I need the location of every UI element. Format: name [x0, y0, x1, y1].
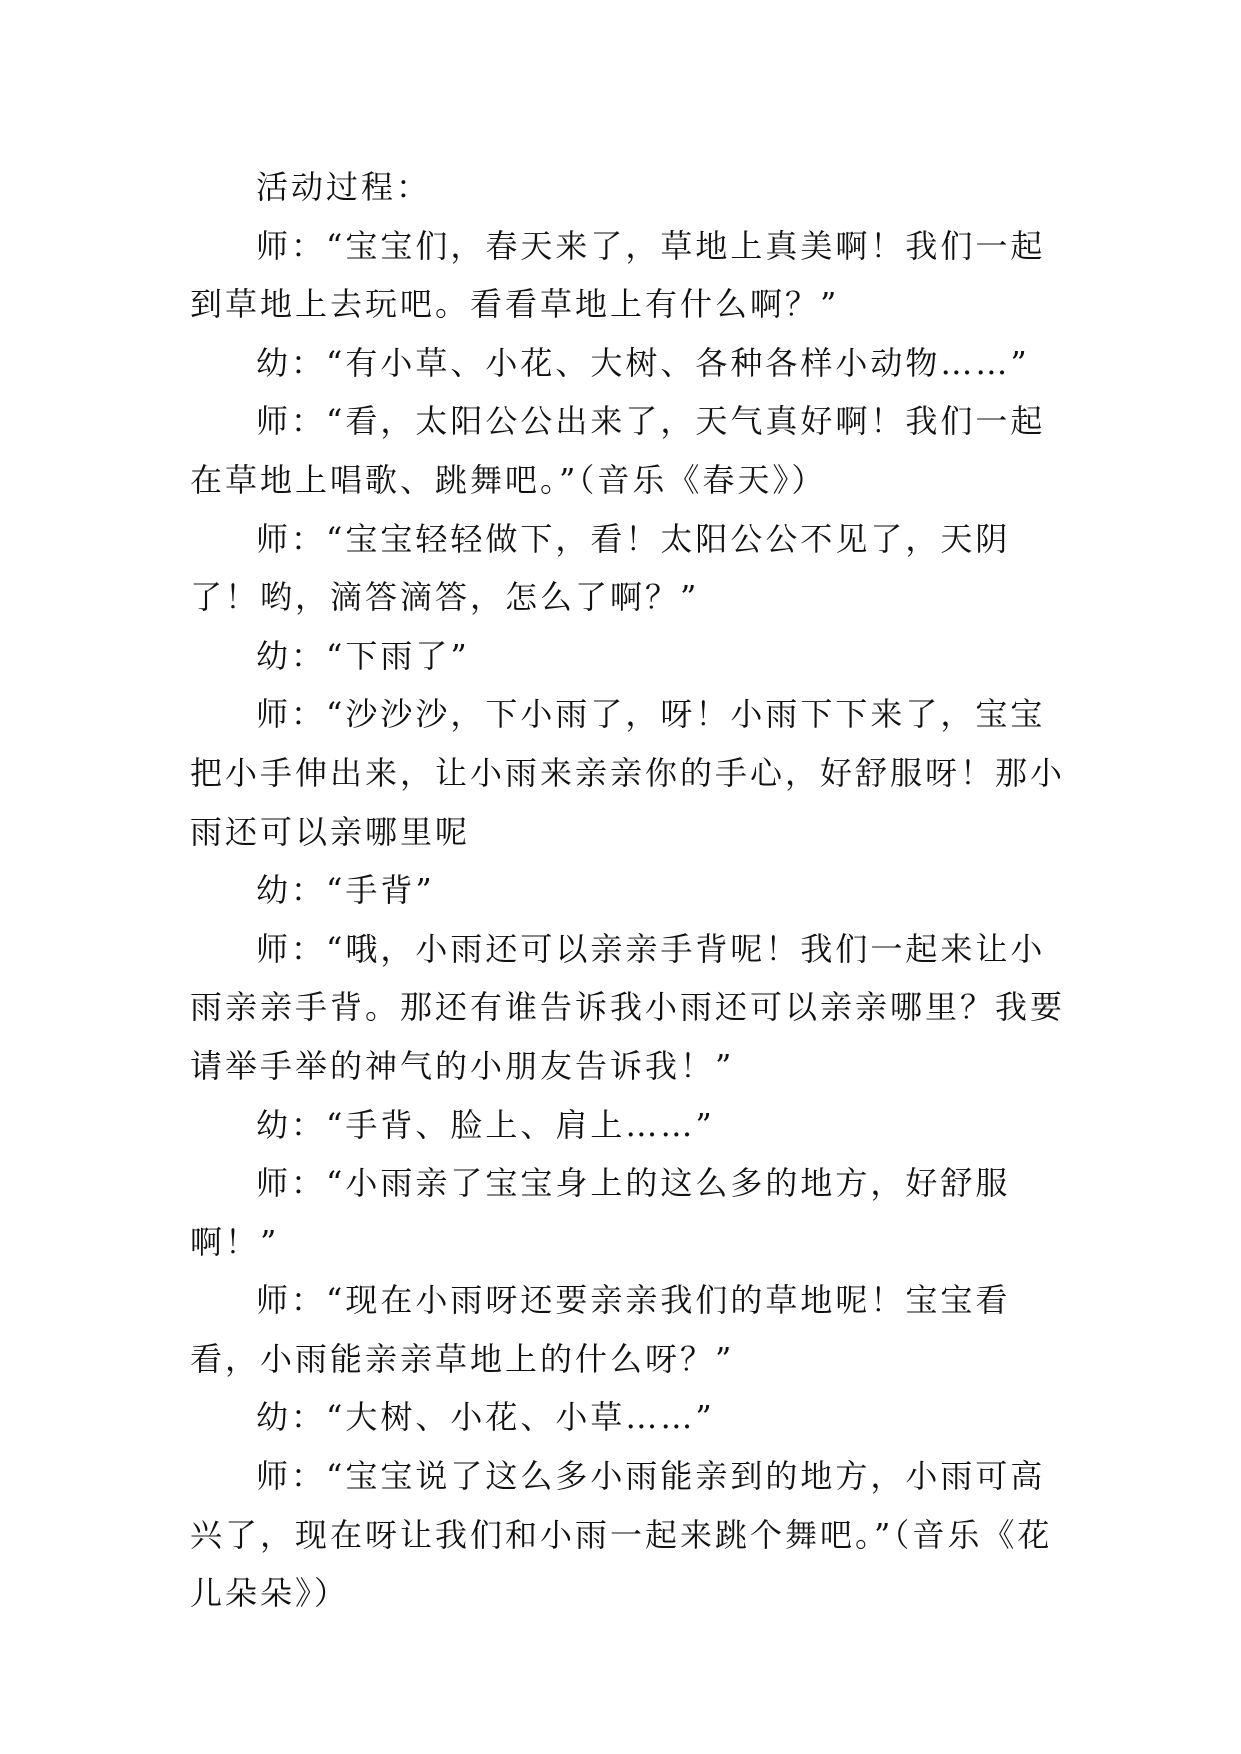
paragraph-child-5: 幼：“大树、小花、小草……” [256, 1398, 715, 1437]
paragraph-teacher-4: 师：“沙沙沙，下小雨了，呀！小雨下下来了，宝宝把小手伸出来，让小雨来亲亲你的手心，好舒服呀！那小雨还可以亲哪里呢 [190, 695, 1066, 851]
paragraph-teacher-6: 师：“小雨亲了宝宝身上的这么多的地方，好舒服啊！” [190, 1164, 1011, 1261]
paragraph-teacher-2: 师：“看，太阳公公出来了，天气真好啊！我们一起在草地上唱歌、跳舞吧。”（音乐《春天》） [190, 402, 1046, 499]
paragraph-teacher-8: 师：“宝宝说了这么多小雨能亲到的地方，小雨可高兴了，现在呀让我们和小雨一起来跳个舞吧。”（音乐《花儿朵朵》） [190, 1457, 1053, 1613]
paragraph-section-heading: 活动过程： [256, 168, 432, 206]
paragraph-teacher-1: 师：“宝宝们，春天来了，草地上真美啊！我们一起到草地上去玩吧。看看草地上有什么啊？” [190, 226, 1046, 324]
paragraph-teacher-3: 师：“宝宝轻轻做下，看！太阳公公不见了，天阴了！哟，滴答滴答，怎么了啊？” [190, 519, 1011, 617]
paragraph-child-3: 幼：“手背” [256, 871, 435, 910]
paragraph-teacher-7: 师：“现在小雨呀还要亲亲我们的草地呢！宝宝看看，小雨能亲亲草地上的什么呀？” [190, 1281, 1011, 1378]
document-body [190, 158, 1070, 1623]
paragraph-child-2: 幼：“下雨了” [256, 636, 470, 675]
paragraph-child-4: 幼：“手背、脸上、肩上……” [256, 1105, 715, 1144]
paragraph-child-1: 幼：“有小草、小花、大树、各种各样小动物……” [256, 343, 1030, 382]
paragraph-teacher-5: 师：“哦，小雨还可以亲亲手背呢！我们一起来让小雨亲亲手背。那还有谁告诉我小雨还可以亲亲哪里？我要请举手举的神气的小朋友告诉我！” [190, 929, 1066, 1085]
